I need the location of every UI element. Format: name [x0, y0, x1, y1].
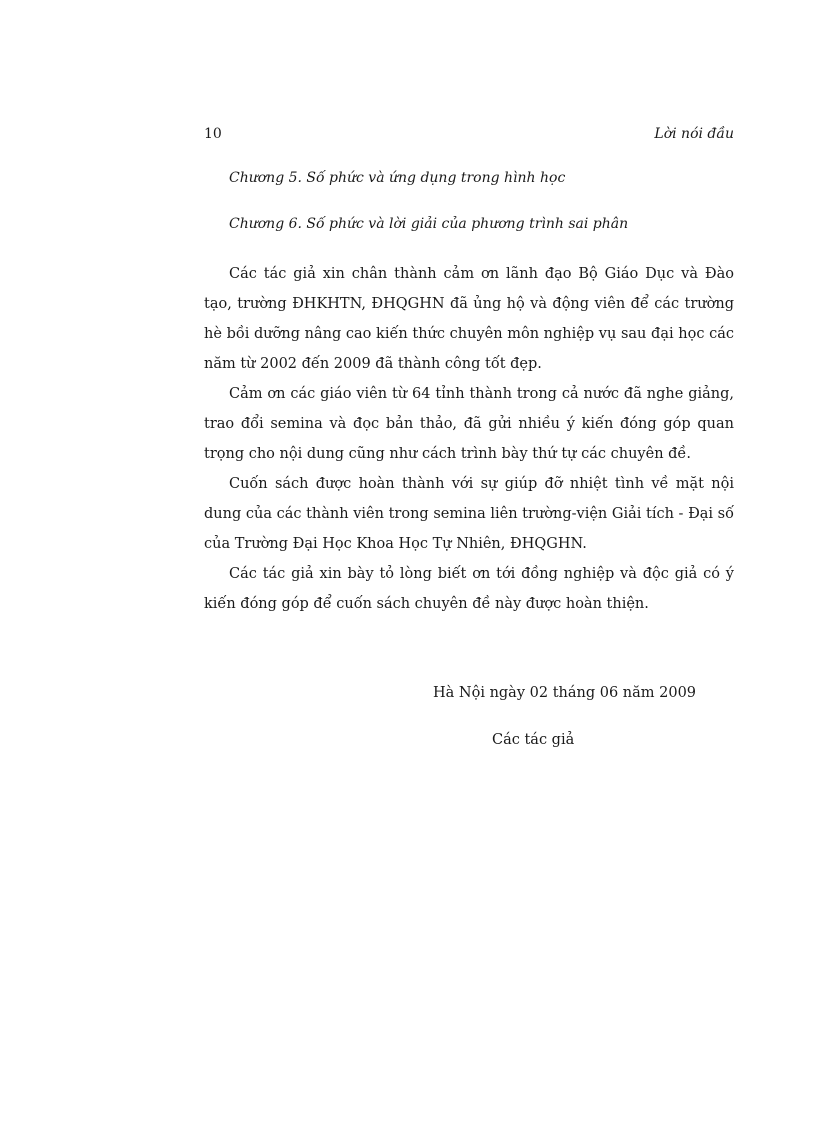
paragraph-thanks-seminar: Cuốn sách được hoàn thành với sự giúp đỡ nhiệt tình về mặt nội dung của các thành viên trong semina liên trường-viện Giải tích - Đại số của Trường Đại Học Khoa Học Tự Nhiên, ĐHQGHN. [204, 476, 734, 552]
chapter-5-line: Chương 5. Số phức và ứng dụng trong hình học [229, 170, 566, 186]
page-header [204, 126, 734, 146]
paragraph-thanks-readers: Các tác giả xin bày tỏ lòng biết ơn tới đồng nghiệp và độc giả có ý kiến đóng góp để cuốn sách chuyên đề này được hoàn thiện. [204, 566, 734, 612]
signature-authors: Các tác giả [492, 732, 575, 748]
paragraph-thanks-teachers: Cảm ơn các giáo viên từ 64 tỉnh thành trong cả nước đã nghe giảng, trao đổi semina và đọc bản thảo, đã gửi nhiều ý kiến đóng góp quan trọng cho nội dung cũng như cách trình bày thứ tự các chuyên đề. [204, 386, 734, 462]
paragraph-thanks-ministry: Các tác giả xin chân thành cảm ơn lãnh đạo Bộ Giáo Dục và Đào tạo, trường ĐHKHTN, ĐHQGHN đã ủng hộ và động viên để các trường hè bồi dưỡng nâng cao kiến thức chuyên môn nghiệp vụ sau đại học các năm từ 2002 đến 2009 đã thành công tốt đẹp. [204, 266, 734, 372]
signature-place-date: Hà Nội ngày 02 tháng 06 năm 2009 [433, 685, 697, 701]
running-title: Lời nói đầu [654, 126, 734, 142]
chapter-6-line: Chương 6. Số phức và lời giải của phương trình sai phân [229, 216, 629, 232]
acknowledgement-body [204, 259, 734, 619]
page-number: 10 [204, 126, 222, 142]
